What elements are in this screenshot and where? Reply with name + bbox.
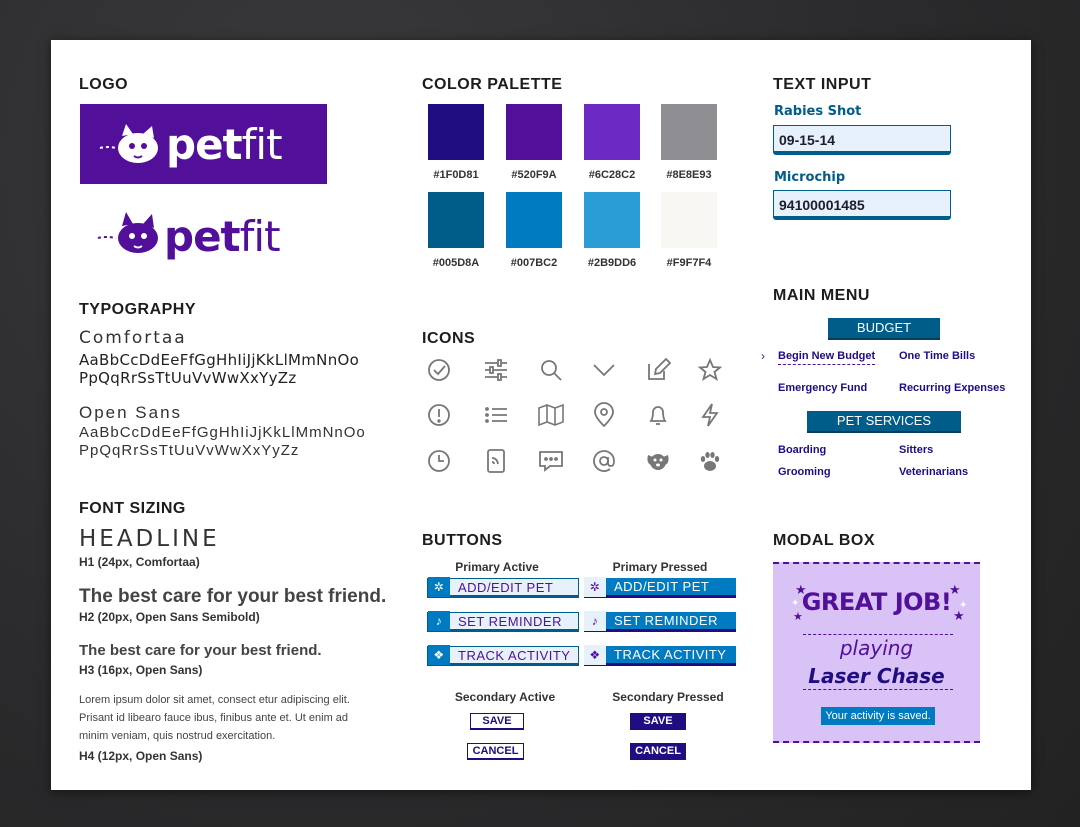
set-reminder-button-pressed[interactable] — [584, 612, 736, 632]
star-icon — [696, 356, 724, 384]
font2-name: Open Sans — [79, 403, 183, 422]
font2-sample-line1: AaBbCcDdEeFfGgHhIiJjKkLlMmNnOo — [79, 424, 366, 441]
sliders-icon — [482, 356, 510, 384]
logo-word-pet: pet — [166, 120, 242, 169]
h3-caption: H3 (16px, Open Sans) — [79, 663, 203, 677]
chevron-right-icon: › — [761, 349, 765, 363]
paw-icon: ❖ — [428, 645, 450, 665]
h1-sample: HEADLINE — [79, 526, 220, 552]
color-swatch — [584, 192, 640, 248]
color-swatch — [584, 104, 640, 160]
cat-logo-icon — [98, 118, 166, 168]
bell-icon: ♪ — [428, 611, 450, 631]
star-decoration-icon: ★ — [953, 608, 965, 623]
color-swatch — [661, 192, 717, 248]
set-reminder-button-active[interactable] — [427, 612, 579, 632]
menu-item-emergency-fund[interactable]: Emergency Fund — [778, 382, 868, 394]
style-guide-sheet — [51, 40, 1031, 790]
edit-icon — [644, 356, 672, 384]
star-decoration-icon: ★ — [949, 582, 961, 597]
color-swatch-label: #F9F7F4 — [666, 257, 712, 269]
chevron-down-icon — [590, 356, 618, 384]
menu-item-recurring-expenses[interactable]: Recurring Expenses — [899, 382, 1006, 394]
rabies-shot-input[interactable]: 09-15-14 — [773, 125, 951, 155]
document-icon — [482, 447, 510, 475]
secondary-pressed-label: Secondary Pressed — [612, 690, 724, 704]
menu-item-one-time-bills[interactable]: One Time Bills — [899, 350, 976, 362]
bell-icon: ♪ — [584, 611, 606, 631]
logo-word-pet: pet — [164, 212, 240, 261]
section-title-buttons: BUTTONS — [422, 532, 503, 549]
primary-pressed-label: Primary Pressed — [612, 560, 708, 574]
section-title-text-input: TEXT INPUT — [773, 76, 872, 93]
add-edit-pet-button-pressed[interactable] — [584, 578, 736, 598]
menu-item-sitters[interactable]: Sitters — [899, 444, 934, 456]
star-decoration-icon: ✦ — [791, 598, 800, 609]
section-title-icons: ICONS — [422, 330, 476, 347]
color-swatch-label: #8E8E93 — [666, 169, 712, 181]
h4-body-line2: Prisant id libearo fauce ibus, finibus ante et. Ut enim ad — [79, 712, 349, 724]
button-label: TRACK ACTIVITY — [458, 647, 571, 663]
cancel-button-active[interactable]: CANCEL — [467, 743, 524, 760]
color-swatch — [428, 104, 484, 160]
menu-item-boarding[interactable]: Boarding — [778, 444, 827, 456]
paw-icon: ❖ — [584, 645, 606, 665]
section-title-logo: LOGO — [79, 76, 129, 93]
color-swatch-label: #2B9DD6 — [587, 257, 637, 269]
search-icon — [537, 356, 565, 384]
menu-item-begin-new-budget[interactable]: Begin New Budget — [778, 350, 875, 365]
section-title-main-menu: MAIN MENU — [773, 287, 870, 304]
color-swatch — [428, 192, 484, 248]
microchip-input[interactable]: 94100001485 — [773, 190, 951, 220]
section-title-font-sizing: FONT SIZING — [79, 500, 186, 517]
modal-box — [773, 562, 980, 743]
button-label: SET REMINDER — [458, 613, 562, 629]
star-decoration-icon: ★ — [793, 611, 803, 623]
menu-heading-budget[interactable]: BUDGET — [828, 318, 940, 340]
color-swatch-label: #6C28C2 — [588, 169, 636, 181]
star-decoration-icon: ★ — [795, 582, 807, 597]
map-pin-icon — [590, 401, 618, 429]
lightning-icon — [696, 401, 724, 429]
status-badge: Your activity is saved. — [821, 707, 935, 725]
logo-dark-version — [80, 104, 327, 184]
modal-activity-line2: Laser Chase — [808, 664, 945, 688]
color-swatch-label: #520F9A — [511, 169, 557, 181]
button-label: TRACK ACTIVITY — [614, 647, 727, 662]
logo-word-fit: fit — [241, 120, 282, 169]
h3-sample: The best care for your best friend. — [79, 642, 322, 659]
paw-icon — [696, 447, 724, 475]
logo-light-version — [96, 200, 326, 270]
h4-body-line1: Lorem ipsum dolor sit amet, consect etur adipiscing elit. — [79, 694, 350, 706]
cancel-button-pressed[interactable]: CANCEL — [630, 743, 686, 760]
font1-sample-line1: AaBbCcDdEeFfGgHhIiJjKkLlMmNnOo — [79, 351, 360, 369]
track-activity-button-active[interactable] — [427, 646, 579, 666]
save-button-active[interactable]: SAVE — [470, 713, 524, 730]
rabies-shot-label: Rabies Shot — [774, 104, 862, 119]
modal-title: GREAT JOB! — [801, 588, 952, 616]
color-swatch-label: #007BC2 — [510, 257, 558, 269]
color-swatch-label: #005D8A — [432, 257, 480, 269]
primary-active-label: Primary Active — [455, 560, 539, 574]
h1-caption: H1 (24px, Comfortaa) — [79, 555, 200, 569]
section-title-modal-box: MODAL BOX — [773, 532, 875, 549]
cat-icon: ✲ — [428, 577, 450, 597]
h4-caption: H4 (12px, Open Sans) — [79, 749, 203, 763]
color-swatch — [506, 104, 562, 160]
logo-word-fit: fit — [239, 212, 280, 261]
secondary-active-label: Secondary Active — [454, 690, 556, 704]
menu-heading-pet-services[interactable]: PET SERVICES — [807, 411, 961, 433]
divider — [803, 634, 953, 635]
divider — [803, 689, 953, 690]
menu-item-veterinarians[interactable]: Veterinarians — [899, 466, 969, 478]
dog-face-icon — [644, 447, 672, 475]
font1-sample-line2: PpQqRrSsTtUuVvWwXxYyZz — [79, 369, 297, 387]
font2-sample-line2: PpQqRrSsTtUuVvWwXxYyZz — [79, 442, 300, 459]
star-decoration-icon: ✦ — [959, 600, 968, 611]
check-circle-icon — [425, 356, 453, 384]
button-label: ADD/EDIT PET — [614, 579, 710, 594]
chat-icon — [537, 447, 565, 475]
map-icon — [537, 401, 565, 429]
button-label: SET REMINDER — [614, 613, 718, 628]
save-button-pressed[interactable]: SAVE — [630, 713, 686, 730]
modal-activity-line1: playing — [839, 636, 914, 660]
h2-caption: H2 (20px, Open Sans Semibold) — [79, 610, 260, 624]
h2-sample: The best care for your best friend. — [79, 586, 387, 607]
at-sign-icon — [590, 447, 618, 475]
h4-body-line3: minim veniam, quis nostrud exercitation. — [79, 730, 276, 742]
clock-icon — [425, 447, 453, 475]
section-title-typography: TYPOGRAPHY — [79, 301, 197, 318]
color-swatch — [506, 192, 562, 248]
bell-icon — [644, 401, 672, 429]
track-activity-button-pressed[interactable] — [584, 646, 736, 666]
alert-circle-icon — [425, 401, 453, 429]
add-edit-pet-button-active[interactable] — [427, 578, 579, 598]
menu-item-grooming[interactable]: Grooming — [778, 466, 831, 478]
color-swatch — [661, 104, 717, 160]
button-label: ADD/EDIT PET — [458, 579, 554, 595]
font1-name: Comfortaa — [79, 328, 187, 348]
cat-logo-icon — [96, 204, 166, 259]
list-icon — [482, 401, 510, 429]
color-swatch-label: #1F0D81 — [433, 169, 479, 181]
cat-icon: ✲ — [584, 577, 606, 597]
section-title-color-palette: COLOR PALETTE — [422, 76, 563, 93]
microchip-label: Microchip — [774, 170, 846, 185]
